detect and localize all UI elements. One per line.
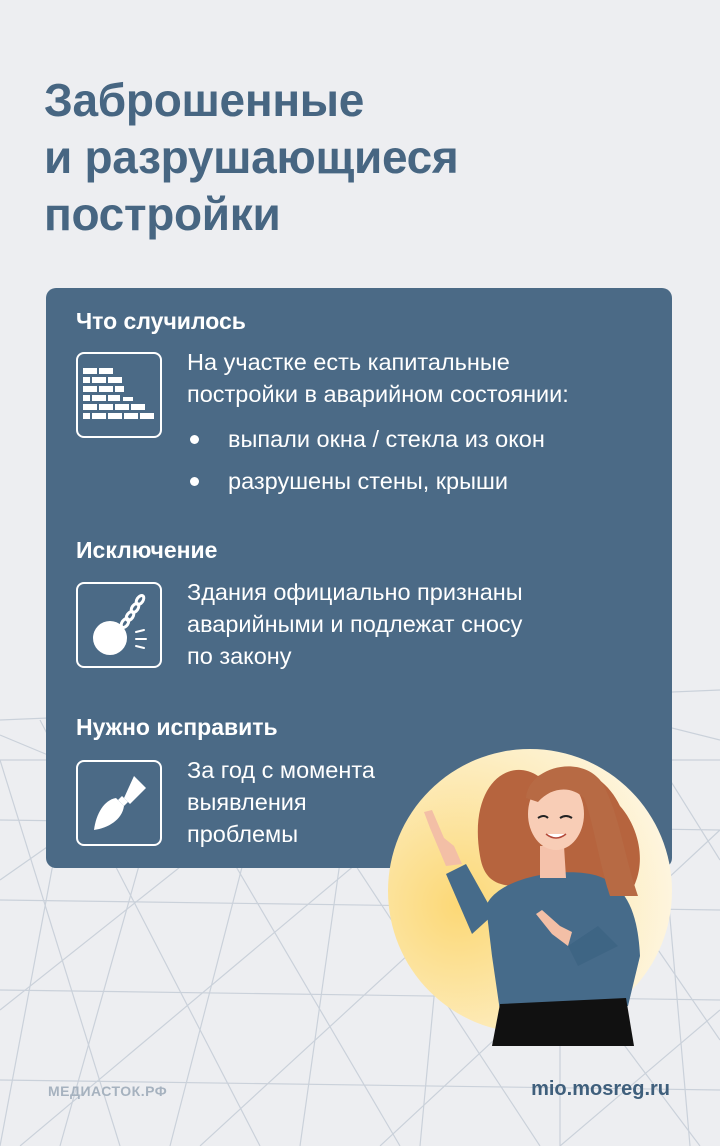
woman-pointing-illustration (388, 746, 672, 1046)
page-title (44, 72, 458, 243)
section-heading-exception: Исключение (76, 537, 218, 563)
list-item: разрушены стены, крыши (187, 460, 545, 502)
title-line: постройки (44, 188, 281, 240)
section-text-exception: Здания официально признаны аварийными и подлежат сносу по закону (187, 579, 523, 669)
footer-brand-mediastok: МЕДИАСТОК.РФ (48, 1083, 168, 1099)
title-line: и разрушающиеся (44, 131, 459, 183)
bullet-list (187, 418, 545, 502)
wrecking-ball-icon (76, 582, 162, 668)
trowel-icon (76, 760, 162, 846)
section-text-fix: За год с момента выявления проблемы (187, 757, 375, 847)
list-item: выпали окна / стекла из окон (187, 418, 545, 460)
section-heading-fix: Нужно исправить (76, 714, 278, 740)
section-heading-what-happened: Что случилось (76, 308, 246, 334)
section-text-what-happened: На участке есть капитальные постройки в аварийном состоянии: (187, 349, 569, 407)
title-line: Заброшенные (44, 74, 365, 126)
brick-wall-icon (76, 352, 162, 438)
footer-site-link[interactable]: mio.mosreg.ru (531, 1078, 670, 1100)
